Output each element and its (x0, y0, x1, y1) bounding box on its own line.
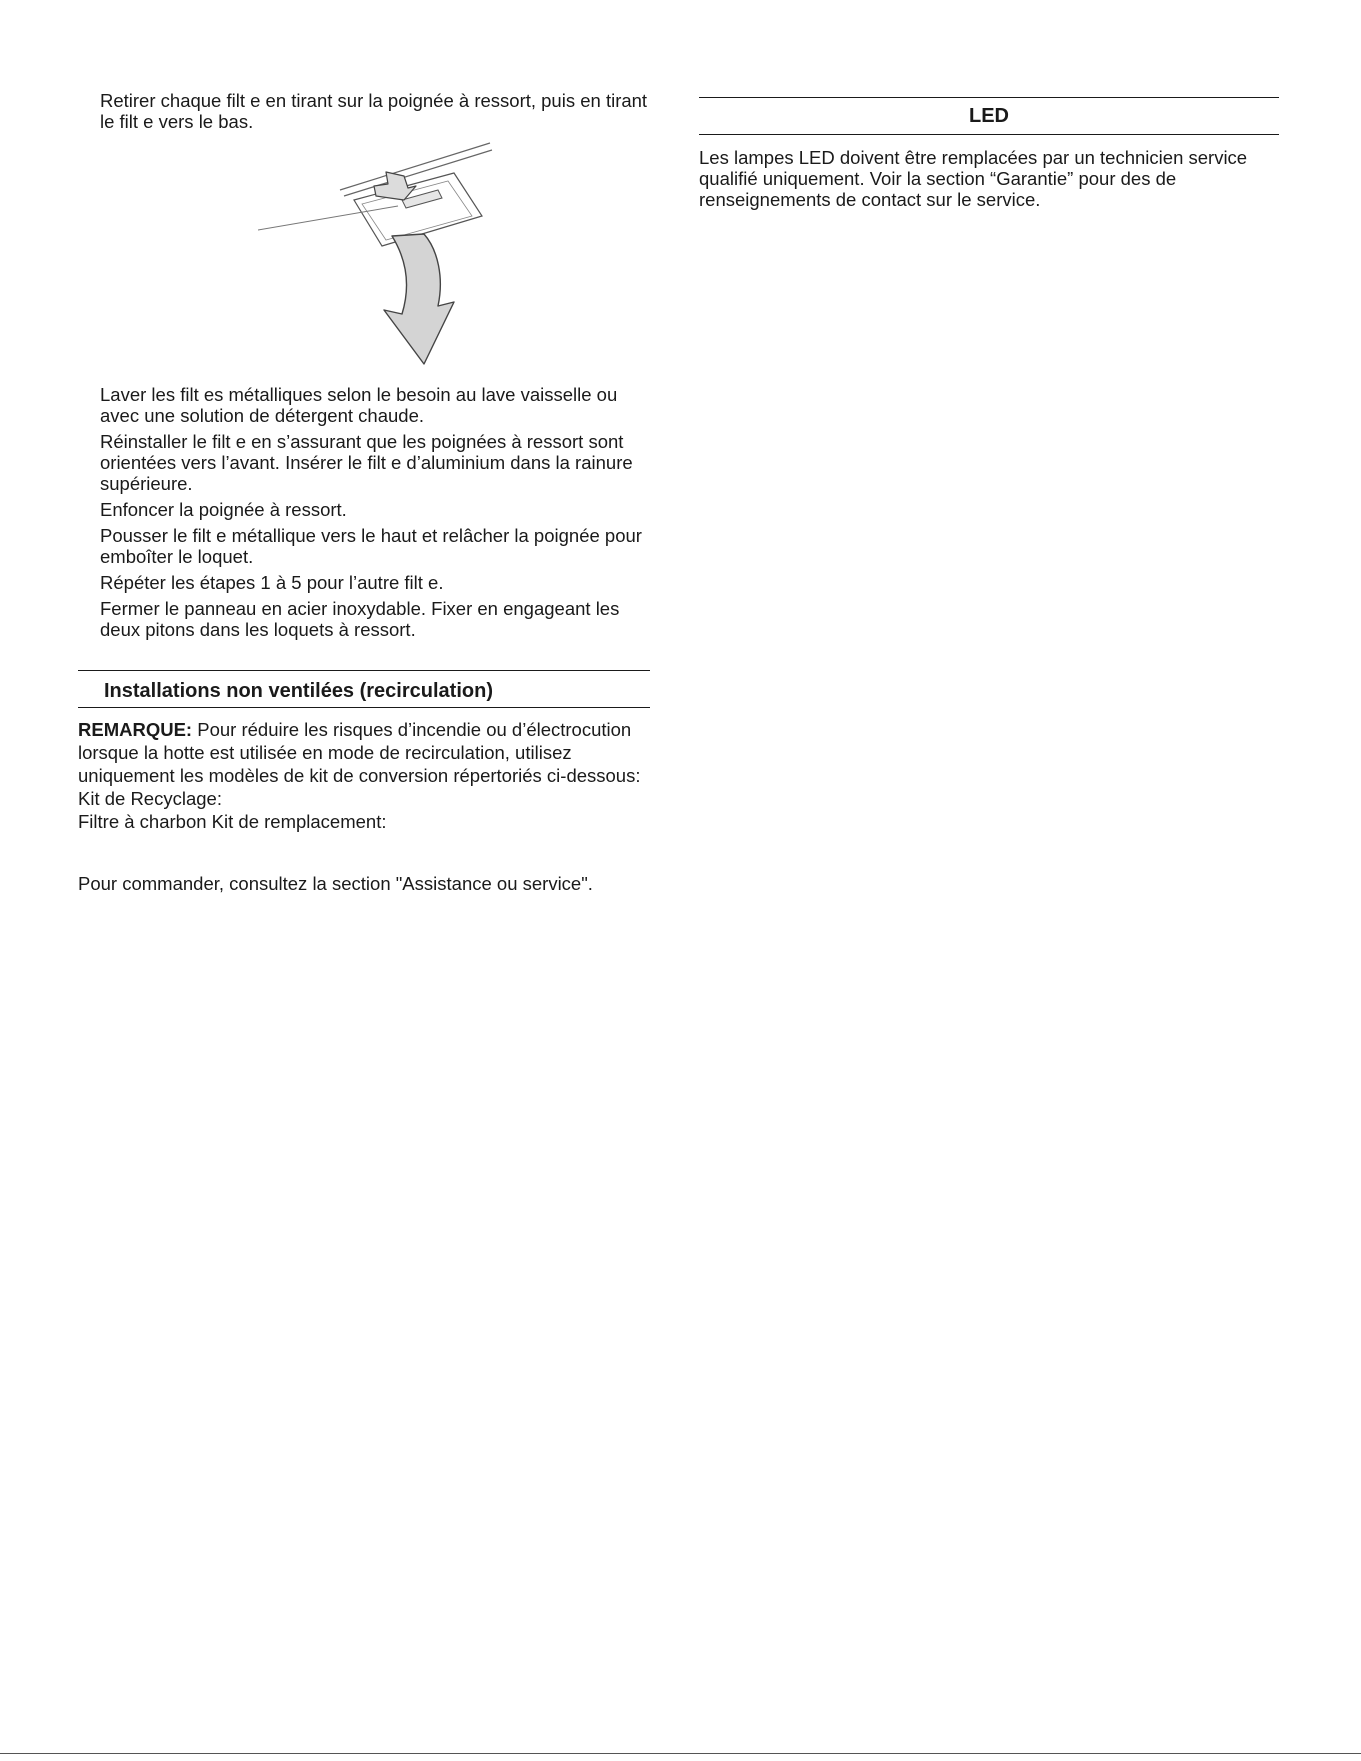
step-5: Pousser le filt e métallique vers le haut et relâcher la poignée pour emboîter le loquet. (100, 525, 642, 567)
footer-rule (0, 1753, 1361, 1754)
section-title-recirculation: Installations non ventilées (recirculation) (78, 670, 650, 708)
charcoal-kit-line: Filtre à charbon Kit de remplacement: (78, 811, 387, 832)
note-label: REMARQUE: (78, 719, 193, 740)
step-7: Fermer le panneau en acier inoxydable. Fixer en engageant les deux pitons dans les loquets à ressort. (100, 598, 620, 640)
recirculation-note (78, 718, 650, 787)
step-6: Répéter les étapes 1 à 5 pour l’autre filt e. (100, 572, 444, 593)
filter-removal-illustration (258, 138, 498, 368)
left-column (78, 90, 650, 895)
step-4: Enfoncer la poignée à ressort. (100, 499, 347, 520)
intro-step: Retirer chaque filt e en tirant sur la poignée à ressort, puis en tirant le filt e vers le bas. (100, 90, 648, 132)
kit-line: Kit de Recyclage: (78, 788, 222, 809)
led-text: Les lampes LED doivent être remplacées par un technicien service qualifié uniquement. Voir la section “Garantie” pour des de renseignements de contact sur le service. (699, 147, 1248, 210)
order-info: Pour commander, consultez la section "Assistance ou service". (78, 873, 593, 894)
note-text: Pour réduire les risques d’incendie ou d’électrocution lorsque la hotte est utilisée en mode de recirculation, utilisez uniquement les modèles de kit de conversion répertoriés ci-dessous: (78, 719, 641, 786)
step-3: Réinstaller le filt e en s’assurant que les poignées à ressort sont orientées vers l’avant. Insérer le filt e d’aluminium dans la rainure supérieure. (100, 431, 633, 494)
right-column (699, 97, 1279, 210)
step-2: Laver les filt es métalliques selon le besoin au lave vaisselle ou avec une solution de détergent chaude. (100, 384, 618, 426)
led-section-title: LED (699, 97, 1279, 135)
filter-removal-figure (78, 138, 650, 370)
